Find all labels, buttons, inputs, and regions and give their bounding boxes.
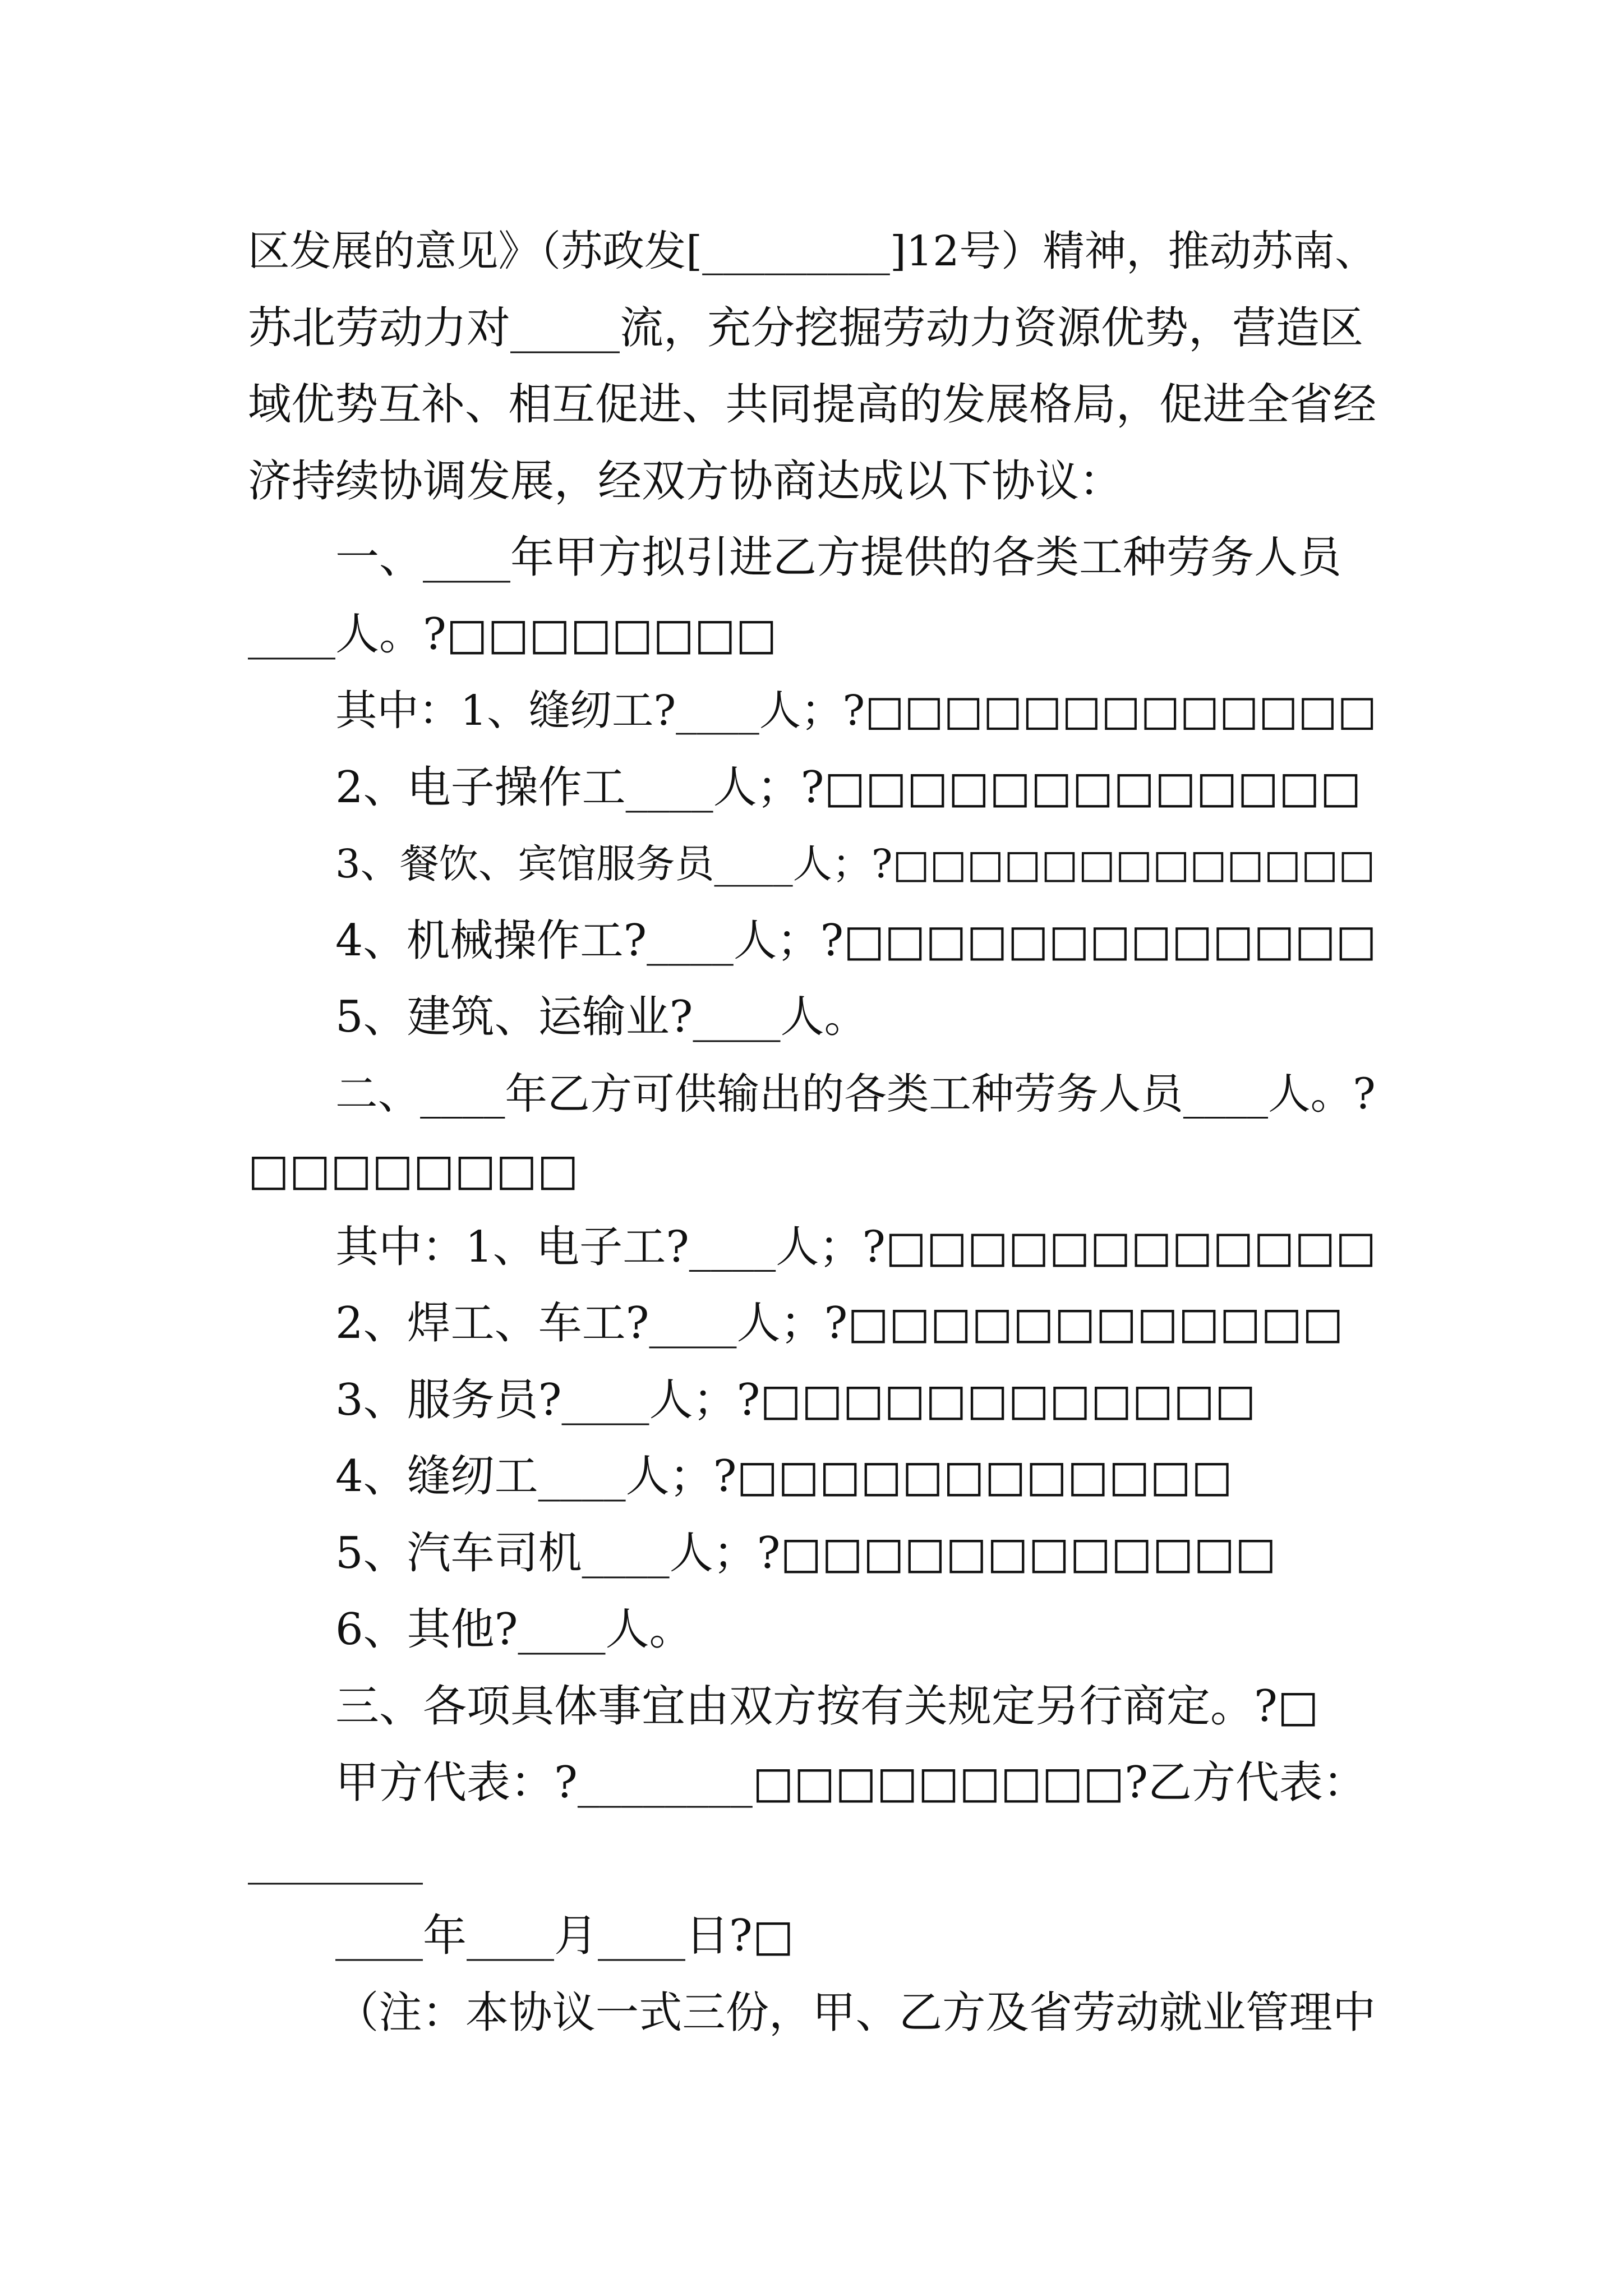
signature-blank: ________ — [248, 1834, 423, 1885]
clause-three: 三、各项具体事宜由双方按有关规定另行商定。?□ — [335, 1681, 1319, 1732]
list-item: 3、服务员?____人；?□□□□□□□□□□□□ — [335, 1375, 1256, 1425]
note-line: （注：本协议一式三份，甲、乙方及省劳动就业管理中 — [335, 1987, 1376, 2038]
signature-line: 甲方代表：?________□□□□□□□□□?乙方代表： — [335, 1757, 1367, 1808]
paragraph-line: 济持续协调发展，经双方协商达成以下协议： — [248, 456, 1123, 507]
clause-one-heading: 一、____年甲方拟引进乙方提供的各类工种劳务人员 — [335, 532, 1342, 583]
list-item: 3、餐饮、宾馆服务员____人；?□□□□□□□□□□□□□ — [335, 841, 1376, 887]
paragraph-line: 域优势互补、相互促进、共同提高的发展格局，促进全省经 — [248, 379, 1377, 430]
list-item: 2、电子操作工____人；?□□□□□□□□□□□□□ — [335, 762, 1362, 813]
list-item: 6、其他?____人。 — [335, 1604, 693, 1655]
list-item: 2、焊工、车工?____人；?□□□□□□□□□□□□ — [335, 1298, 1344, 1349]
paragraph-line: □□□□□□□□ — [248, 1145, 579, 1195]
list-item: 其中：1、缝纫工?____人；?□□□□□□□□□□□□□ — [335, 686, 1377, 735]
list-item: 5、汽车司机____人；?□□□□□□□□□□□□ — [335, 1528, 1276, 1579]
paragraph-line: 区发展的意见》（苏政发[_________]12号）精神，推动苏南、 — [248, 227, 1377, 275]
list-item: 4、缝纫工____人；?□□□□□□□□□□□□ — [335, 1451, 1233, 1502]
date-line: ____年____月____日?□ — [335, 1911, 794, 1961]
list-item: 4、机械操作工?____人；?□□□□□□□□□□□□□ — [335, 915, 1377, 966]
clause-two-heading: 二、____年乙方可供输出的各类工种劳务人员____人。? — [335, 1069, 1376, 1119]
list-item: 5、建筑、运输业?____人。 — [335, 992, 868, 1042]
paragraph-line: 苏北劳动力对_____流，充分挖掘劳动力资源优势，营造区 — [248, 303, 1364, 353]
paragraph-line: ____人。?□□□□□□□□ — [248, 609, 777, 660]
list-item: 其中：1、电子工?____人；?□□□□□□□□□□□□ — [335, 1222, 1377, 1272]
